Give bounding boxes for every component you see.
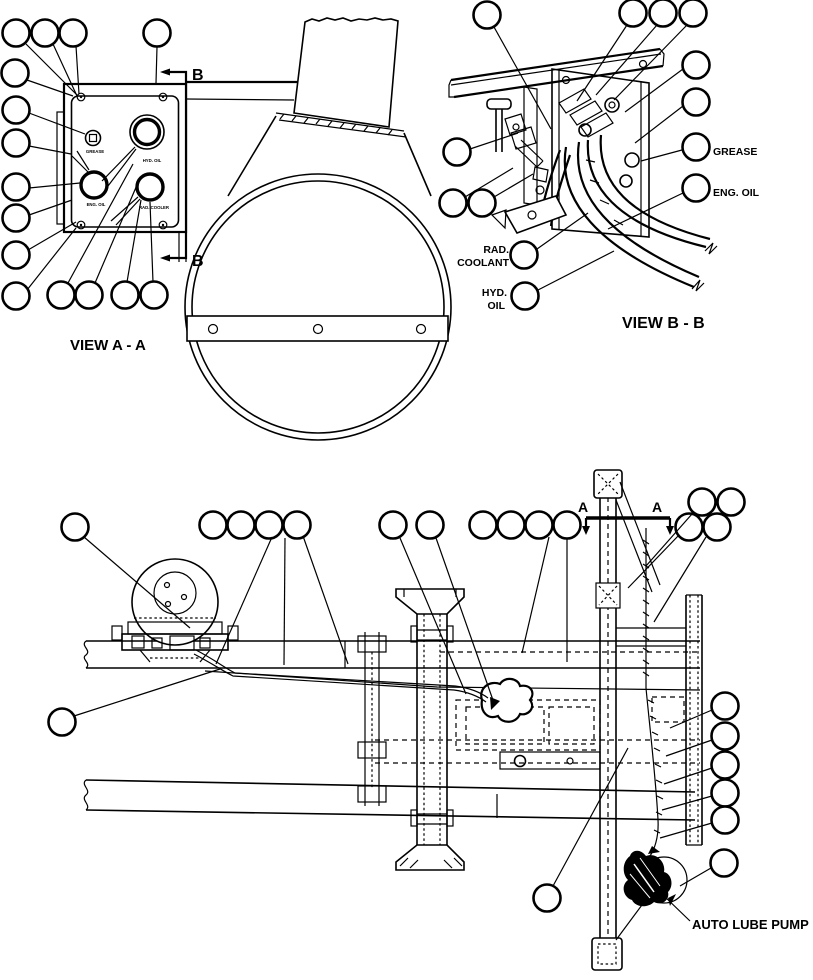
rad-coolant-label-line2: COOLANT <box>457 257 509 269</box>
shutoff-valve <box>487 99 548 194</box>
auto-lube-pump-label: AUTO LUBE PUMP <box>692 917 809 932</box>
callout-circle <box>62 514 89 541</box>
callout-circle <box>3 205 30 232</box>
callout-circle <box>712 752 739 779</box>
callout-circle <box>440 190 467 217</box>
auto-lube-pump <box>624 846 687 906</box>
callout-circle <box>76 282 103 309</box>
callout-circle <box>417 512 444 539</box>
callout-circle <box>650 0 677 27</box>
frame-lines <box>179 82 297 262</box>
eng-oil-port-label: ENG. OIL <box>86 202 106 207</box>
callout-circle <box>712 807 739 834</box>
callout-circle <box>3 242 30 269</box>
rad-coolant-label-line1: RAD. <box>483 244 509 256</box>
callout-circle <box>256 512 283 539</box>
plan-callouts <box>49 489 745 912</box>
callout-circle <box>683 175 710 202</box>
plan-figure <box>49 470 810 970</box>
section-a-label-right: A <box>651 499 663 515</box>
right-channel <box>652 595 702 845</box>
section-a-label-left: A <box>577 499 589 515</box>
callout-circle <box>711 850 738 877</box>
callout-circle <box>200 512 227 539</box>
callout-circle <box>526 512 553 539</box>
section-b-label-bottom: B <box>192 253 204 270</box>
callout-circle <box>712 780 739 807</box>
callout-circle <box>32 20 59 47</box>
callout-circle <box>620 0 647 27</box>
hyd-oil-label-line2: OIL <box>487 300 505 312</box>
lower-rail <box>84 780 695 820</box>
callout-circle <box>2 60 29 87</box>
callout-circle <box>112 282 139 309</box>
cross-member <box>358 632 386 806</box>
service-panel <box>57 84 186 232</box>
callout-circle <box>498 512 525 539</box>
callout-circle <box>683 89 710 116</box>
callout-circle <box>474 2 501 29</box>
center-tower <box>396 589 464 870</box>
hyd-oil-port-label: HYD. OIL <box>142 158 162 163</box>
view-b-title: VIEW B - B <box>622 315 705 332</box>
callout-circle <box>469 190 496 217</box>
callout-circle <box>380 512 407 539</box>
callout-circle <box>689 489 716 516</box>
callout-circle <box>680 0 707 27</box>
callout-circle <box>683 134 710 161</box>
callout-circle <box>683 52 710 79</box>
callout-circle <box>554 512 581 539</box>
callout-circle <box>712 723 739 750</box>
callout-circle <box>228 512 255 539</box>
callout-circle <box>704 514 731 541</box>
callout-circle <box>3 97 30 124</box>
section-line-a <box>578 499 674 535</box>
grease-callout-label: GREASE <box>713 146 758 158</box>
view-b-figure <box>440 0 760 332</box>
section-b-label-top: B <box>192 67 204 84</box>
eng-oil-callout-label: ENG. OIL <box>713 187 760 199</box>
callout-circle <box>48 282 75 309</box>
callout-circle <box>718 489 745 516</box>
callout-circle <box>284 512 311 539</box>
callout-circle <box>60 20 87 47</box>
grease-point-blob <box>481 679 532 722</box>
callout-circle <box>141 282 168 309</box>
drum-outline <box>185 174 451 440</box>
callout-circle <box>512 283 539 310</box>
chute <box>294 18 398 127</box>
hopper-cone <box>228 113 431 196</box>
rad-cooler-port-label: RAD. COOLER <box>138 205 170 210</box>
grease-reservoir-pump <box>112 559 238 662</box>
lower-bracket <box>492 196 566 233</box>
callout-circle <box>3 283 30 310</box>
callout-circle <box>470 512 497 539</box>
grease-port-label: GREASE <box>85 149 105 154</box>
callout-circle <box>3 20 30 47</box>
drum-band <box>187 316 448 341</box>
callout-circle <box>534 885 561 912</box>
callout-circle <box>3 130 30 157</box>
callout-circle <box>3 174 30 201</box>
callout-circle <box>444 139 471 166</box>
fitting-cluster <box>559 89 639 187</box>
lube-line <box>194 528 663 856</box>
callout-circle <box>712 693 739 720</box>
view-a-figure <box>2 18 452 440</box>
callout-circle <box>49 709 76 736</box>
callout-circle <box>511 242 538 269</box>
callout-circle <box>144 20 171 47</box>
view-a-title: VIEW A - A <box>70 337 146 354</box>
mounting-rail <box>449 49 664 97</box>
hyd-oil-label-line1: HYD. <box>481 287 507 299</box>
